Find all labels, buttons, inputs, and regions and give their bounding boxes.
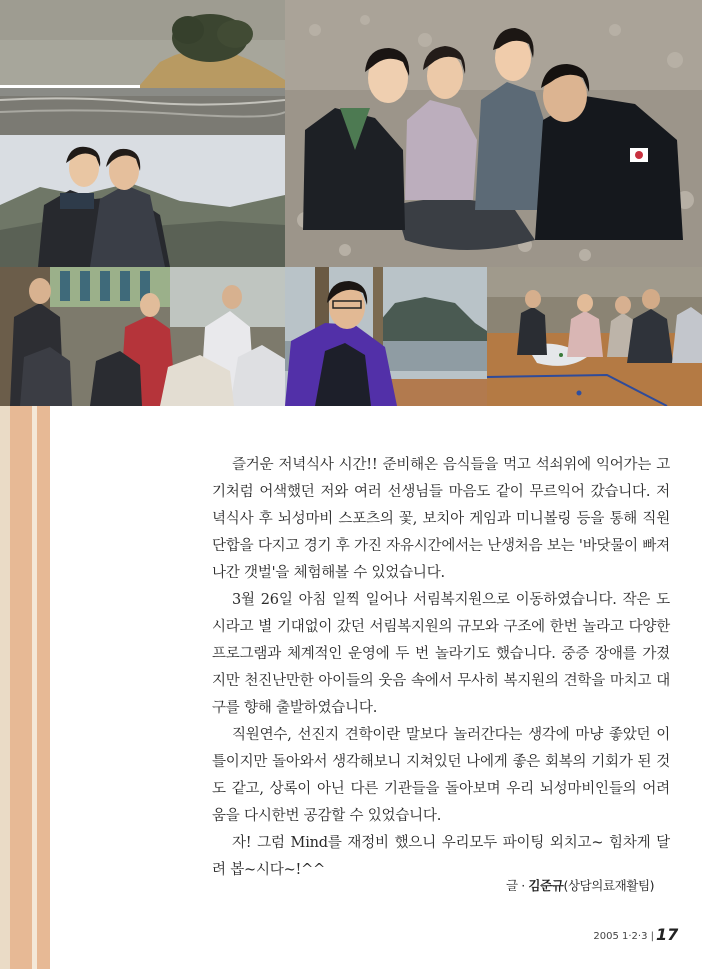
article-body xyxy=(212,452,670,884)
folio-date: 2005 1·2·3 | xyxy=(593,931,654,942)
byline-prefix: 글 · xyxy=(506,878,529,893)
byline xyxy=(506,876,654,894)
decorative-stripe xyxy=(37,406,50,969)
page-number: 17 xyxy=(656,925,679,944)
article-paragraph: 즐거운 저녁식사 시간!! 준비해온 음식들을 먹고 석쇠위에 익어가는 고기처럼 어색했던 저와 여러 선생님들 마음도 같이 무르익어 갔습니다. 저녁식사 후 뇌성마비 스포츠의 꽃, 보치아 게임과 미니볼링 등을 통해 직원단합을 다지고 경기 후 가진 자유시간에서는 난생처음 보는 '바닷물이 빠져나간 갯벌'을 체험해볼 수 있었습니다. xyxy=(212,457,670,581)
photo-seaside-island xyxy=(0,0,285,135)
article-paragraph: 3월 26일 아침 일찍 일어나 서림복지원으로 이동하였습니다. 작은 도시라고 별 기대없이 갔던 서림복지원의 규모와 구조에 한번 놀라고 다양한 프로그램과 체계적인 운영에 두 번 놀라기도 했습니다. 중증 장애를 가졌지만 천진난만한 아이들의 웃음 속에서 무사히 복지원의 견학을 마치고 대구를 향해 출발하였습니다. xyxy=(212,592,670,716)
photo-gym-gathering xyxy=(487,267,702,406)
photo-group-crouching-beach xyxy=(285,0,702,267)
article-paragraph: 자! 그럼 Mind를 재정비 했으니 우리모두 파이팅 외치고~ 힘차게 달려 봅~시다~!^^ xyxy=(212,835,670,878)
article-paragraph: 직원연수, 선진지 견학이란 말보다 놀러간다는 생각에 마냥 좋았던 이틀이지만 돌아와서 생각해보니 지쳐있던 나에게 좋은 회복의 기회가 된 것도 같고, 상록이 아닌 다른 기관들을 돌아보며 우리 뇌성마비인들의 어려움을 다시한번 공감할 수 있었습니다. xyxy=(212,727,670,824)
photo-welfare-center-visit xyxy=(0,267,285,406)
photo-collage xyxy=(0,0,702,406)
decorative-stripe xyxy=(0,406,10,969)
byline-dept: (상담의료재활팀) xyxy=(563,878,655,893)
photo-man-purple-jacket xyxy=(285,267,487,406)
decorative-stripe xyxy=(10,406,32,969)
byline-author: 김준규 xyxy=(528,878,564,893)
photo-two-women-hugging xyxy=(0,135,285,267)
